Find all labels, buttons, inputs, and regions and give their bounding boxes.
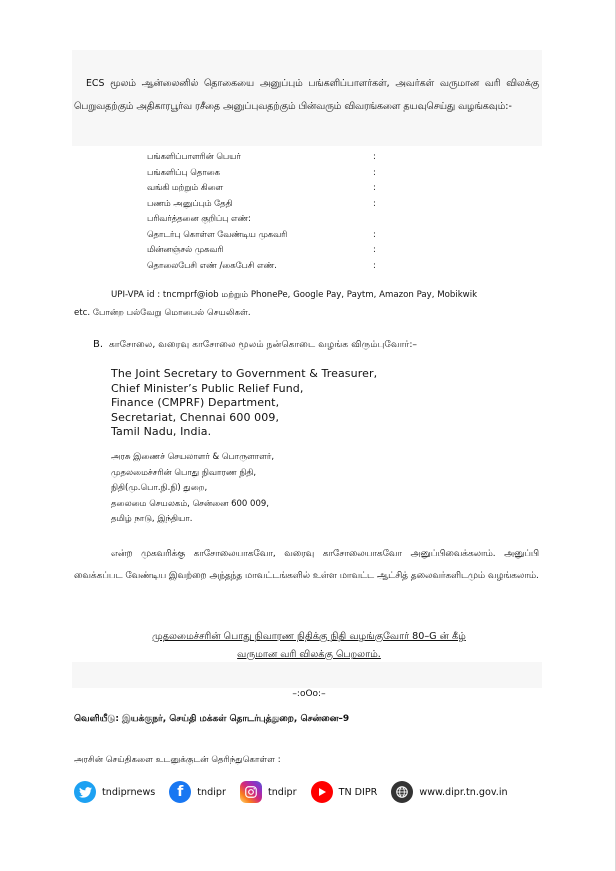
section-b-text: காசோலை, வரைவு காசோலை மூலம் நன்கொடை வழங்க விரும்புவோர்:– — [109, 339, 418, 350]
field-label: பங்களிப்பு தொகை — [147, 166, 220, 177]
address-line: தமிழ் நாடு, இந்தியா. — [111, 514, 193, 524]
address-line: தலைமை செயலகம், சென்னை 600 009, — [111, 498, 269, 509]
social-link-youtube[interactable] — [311, 781, 378, 803]
field-label: தொலைபேசி எண் /கைபேசி எண். — [147, 259, 277, 270]
social-link-facebook[interactable] — [169, 781, 226, 803]
social-label: tndipr — [267, 786, 297, 798]
submission-text: என்ற முகவரிக்கு காசோலையாகவோ, வரைவு காசோலையாகவோ அனுப்பிவைக்கலாம். அனுப்பி வைக்கப்பட வேண்டிய இவற்றை அந்தந்த மாவட்டங்களில் உள்ள மாவட்ட ஆட்சித் தலைவர்களிடமும் வழங்கலாம். — [74, 549, 539, 581]
follow-text: அரசின் செய்திகளை உடனுக்குடன் தெரிந்துகொள்ள : — [74, 755, 281, 765]
field-colon: : — [373, 259, 376, 270]
field-colon — [373, 211, 387, 227]
field-row — [147, 165, 387, 181]
twitter-icon — [74, 781, 96, 803]
section-b-heading — [93, 339, 543, 351]
field-row — [147, 196, 387, 212]
field-row — [147, 227, 387, 243]
field-label: மின்னஞ்சல் முகவரி — [147, 244, 224, 254]
field-row — [147, 149, 387, 165]
field-colon: : — [373, 228, 376, 239]
instagram-icon — [240, 781, 262, 803]
field-label: தொடர்பு கொள்ள வேண்டிய முகவரி — [147, 228, 288, 239]
facebook-icon: f — [169, 781, 191, 803]
address-tamil — [111, 450, 451, 528]
address-line: Secretariat, Chennai 600 009, — [111, 410, 280, 424]
address-line: நிதி(மு.பொ.நி.நி) துறை, — [111, 483, 208, 493]
upi-line-2: etc. போன்ற பல்வேறு மொபைல் செயலிகள். — [74, 308, 251, 318]
field-label: பணம் அனுப்பும் தேதி — [147, 197, 233, 208]
address-line: முதலமைச்சரின் பொது நிவாரண நிதி, — [111, 467, 257, 478]
field-colon: : — [373, 166, 376, 177]
publisher-line: வெளியீடு: இயக்குநர், செய்தி மக்கள் தொடர்புத்துறை, சென்னை–9 — [74, 714, 350, 724]
social-label: tndiprnews — [102, 786, 156, 798]
address-line: அரசு இணைச் செயலாளர் & பொருளாளர், — [111, 452, 275, 462]
note-line-2: வருமான வரி விலக்கு பெறலாம். — [237, 649, 381, 660]
upi-line-1: UPI-VPA id : tncmprf@iob மற்றும் PhonePe, Google Pay, Paytm, Amazon Pay, Mobikwik — [111, 290, 478, 300]
social-label: www.dipr.tn.gov.in — [419, 786, 508, 798]
address-english — [111, 367, 451, 440]
field-colon: : — [373, 197, 376, 208]
note-line-1: முதலமைச்சரின் பொது நிவாரண நிதிக்கு நிதி வழங்குவோர் 80–G ன் கீழ் — [152, 631, 466, 642]
submission-paragraph — [74, 543, 539, 587]
section-divider: –:oOo:– — [292, 689, 326, 699]
upi-info — [74, 286, 544, 322]
social-link-instagram[interactable] — [240, 781, 297, 803]
address-line: Chief Minister’s Public Relief Fund, — [111, 381, 304, 395]
highlight-band-bottom — [72, 662, 542, 688]
social-link-twitter[interactable] — [74, 781, 155, 803]
field-colon: : — [373, 182, 376, 192]
field-row — [147, 180, 387, 196]
details-list — [147, 149, 387, 273]
field-row — [147, 211, 387, 227]
address-line: Finance (CMPRF) Department, — [111, 396, 280, 410]
field-row — [147, 242, 387, 258]
tax-exemption-note — [74, 628, 544, 664]
social-links — [74, 780, 544, 804]
field-label: பங்களிப்பாளரின் பெயர் — [147, 151, 241, 161]
address-line: The Joint Secretary to Government & Treasurer, — [111, 367, 378, 380]
globe-icon — [391, 781, 413, 803]
intro-text: ECS மூலம் ஆன்லைனில் தொகையை அனுப்பும் பங்களிப்பாளர்கள், அவர்கள் வருமான வரி விலக்கு பெறுவதற்கும் அதிகாரபூர்வ ரசீதை அனுப்புவதற்கும் பின்வரும் விவரங்களை தயவுசெய்து வழங்கவும்:- — [74, 78, 539, 112]
intro-paragraph — [74, 72, 539, 118]
youtube-icon — [311, 781, 333, 803]
field-label: பரிவர்த்தனை குறிப்பு எண்: — [147, 213, 252, 223]
social-label: TN DIPR — [338, 786, 378, 798]
social-label: tndipr — [197, 786, 226, 798]
social-link-website[interactable] — [391, 781, 507, 803]
field-colon: : — [373, 244, 376, 254]
section-letter: B. — [93, 339, 104, 350]
address-line: Tamil Nadu, India. — [111, 425, 212, 439]
field-colon: : — [373, 151, 376, 161]
field-label: வங்கி மற்றும் கிளை — [147, 182, 224, 192]
field-row — [147, 258, 387, 274]
